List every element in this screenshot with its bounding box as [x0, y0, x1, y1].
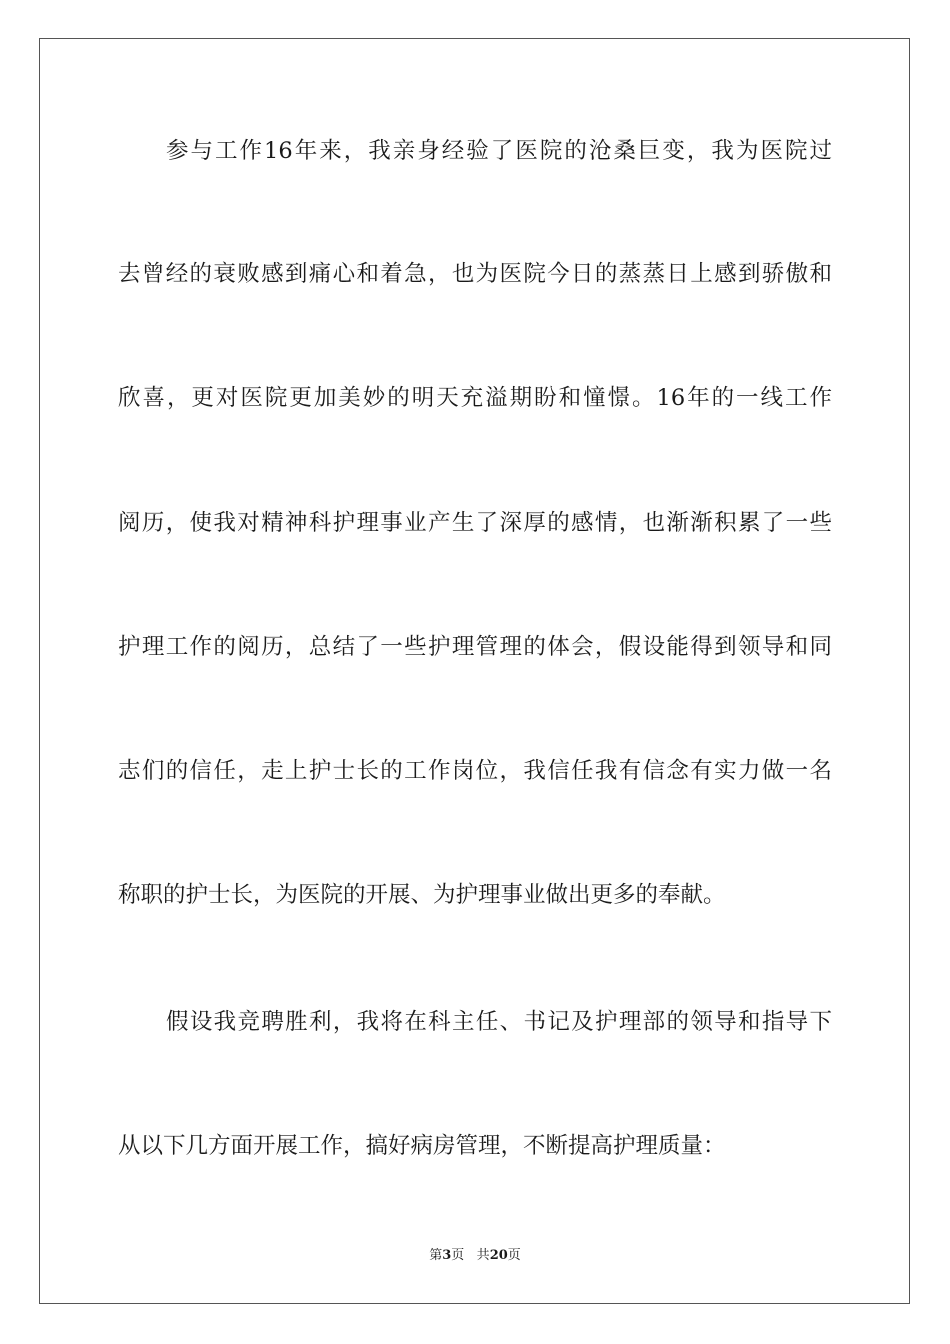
- paragraph-2-line-2: 从以下几方面开展工作，搞好病房管理，不断提高护理质量：: [118, 1133, 726, 1159]
- footer-total-prefix: 共: [476, 1248, 490, 1263]
- paragraph-1-line-5: 护理工作的阅历，总结了一些护理管理的体会，假设能得到领导和同: [118, 634, 832, 660]
- paragraph-1-line-2: 去曾经的衰败感到痛心和着急，也为医院今日的蒸蒸日上感到骄傲和: [118, 261, 832, 287]
- paragraph-1-line-7: 称职的护士长，为医院的开展、为护理事业做出更多的奉献。: [118, 882, 726, 908]
- page-border: [39, 38, 910, 1304]
- paragraph-1-line-1: 参与工作16年来，我亲身经验了医院的沧桑巨变，我为医院过: [166, 138, 832, 164]
- paragraph-1-line-3: 欣喜，更对医院更加美妙的明天充溢期盼和憧憬。16年的一线工作: [118, 385, 832, 411]
- footer-page-prefix: 第: [429, 1248, 443, 1263]
- footer-page-suffix: 页: [451, 1248, 465, 1263]
- footer-page-total: 20: [489, 1248, 508, 1263]
- footer-total-suffix: 页: [507, 1248, 521, 1263]
- paragraph-2-line-1: 假设我竞聘胜利，我将在科主任、书记及护理部的领导和指导下: [166, 1009, 832, 1035]
- page-footer: [0, 1247, 950, 1265]
- footer-page-current: 3: [442, 1248, 452, 1263]
- paragraph-1-line-6: 志们的信任，走上护士长的工作岗位，我信任我有信念有实力做一名: [118, 758, 832, 784]
- paragraph-1-line-4: 阅历，使我对精神科护理事业产生了深厚的感情，也渐渐积累了一些: [118, 510, 832, 536]
